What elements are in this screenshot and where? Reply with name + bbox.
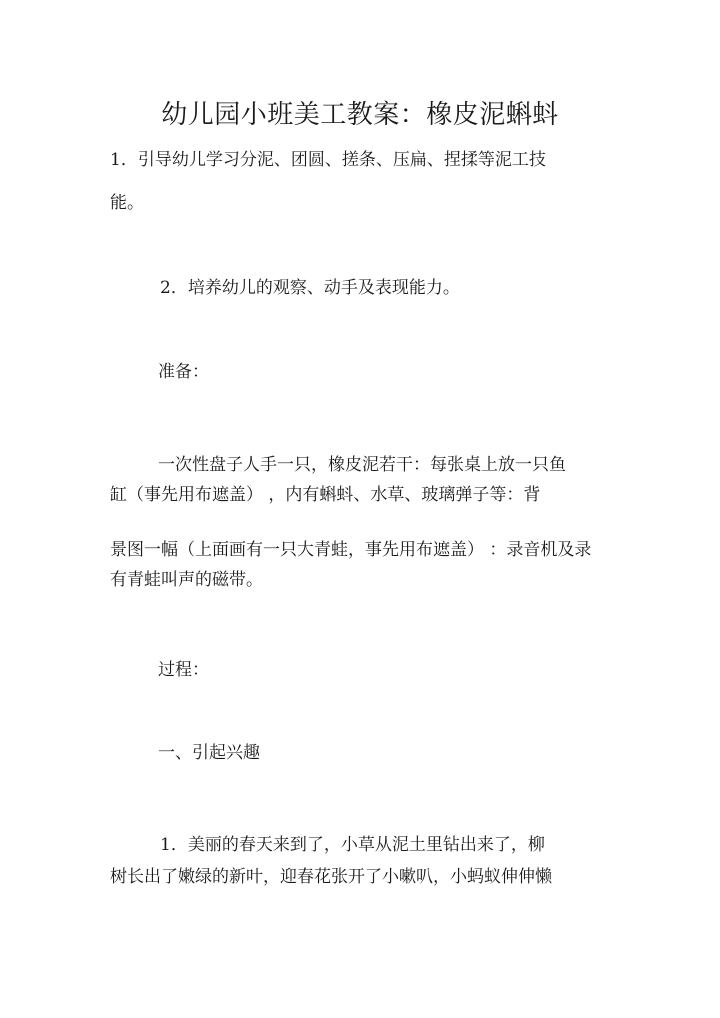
preparation-line-1: 一次性盘子人手一只，橡皮泥若干：每张桌上放一只鱼 bbox=[158, 455, 566, 475]
process-line-2: 树长出了嫩绿的新叶，迎春花张开了小嗽叭，小蚂蚁伸伸懒 bbox=[110, 867, 552, 887]
preparation-line-2: 缸（事先用布遮盖） ，内有蝌蚪、水草、玻璃弹子等：背 bbox=[110, 485, 541, 505]
preparation-line-4: 有青蛙叫声的磁带。 bbox=[110, 570, 263, 590]
section-heading-process: 过程： bbox=[158, 660, 209, 680]
goal-2: 2．培养幼儿的观察、动手及表现能力。 bbox=[160, 278, 460, 298]
goal-1-line-1: 1．引导幼儿学习分泥、团圆、搓条、压扁、捏揉等泥工技 bbox=[110, 150, 546, 170]
preparation-line-3: 景图一幅（上面画有一只大青蛙，事先用布遮盖） ：录音机及录 bbox=[110, 540, 592, 560]
goal-1-line-2: 能。 bbox=[110, 193, 144, 213]
section-heading-preparation: 准备： bbox=[158, 362, 209, 382]
document-title: 幼儿园小班美工教案：橡皮泥蝌蚪 bbox=[161, 100, 559, 130]
process-line-1: 1．美丽的春天来到了，小草从泥土里钻出来了，柳 bbox=[160, 835, 545, 855]
subsection-heading-interest: 一、引起兴趣 bbox=[158, 743, 260, 763]
